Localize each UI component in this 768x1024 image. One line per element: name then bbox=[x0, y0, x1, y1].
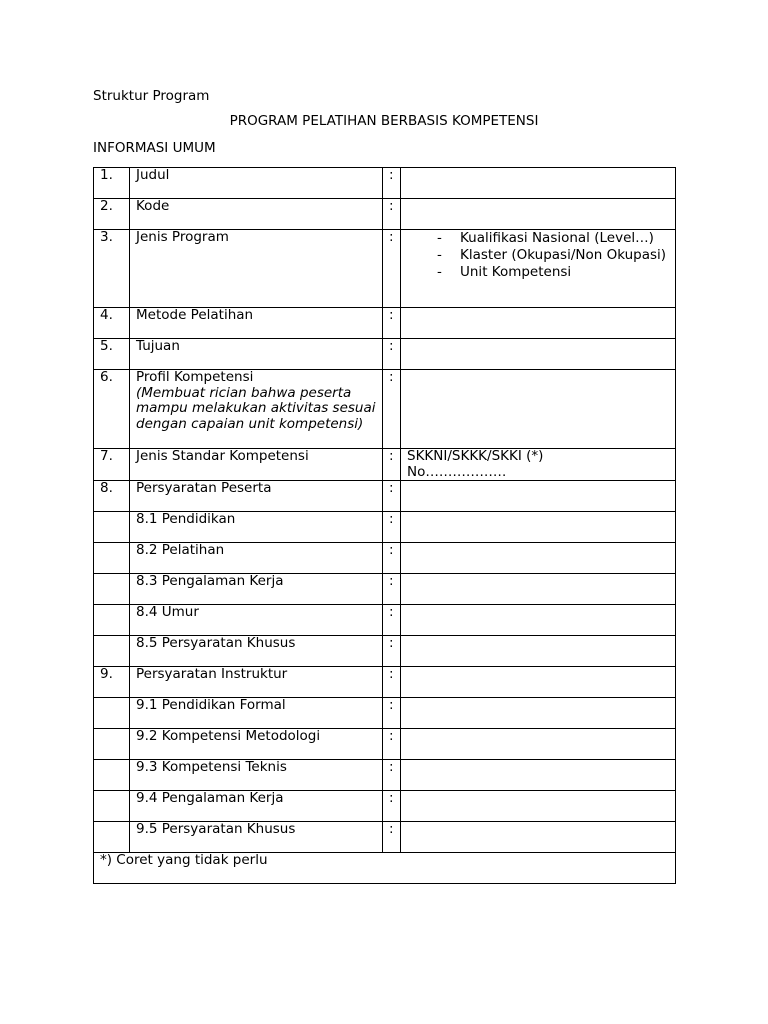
colon-separator: : bbox=[383, 822, 401, 853]
field-label-jenis-program: Jenis Program bbox=[130, 230, 383, 308]
row-number bbox=[94, 822, 130, 853]
colon-separator: : bbox=[383, 543, 401, 574]
profil-note: (Membuat rician bahwa peserta mampu melakukan aktivitas sesuai dengan capaian unit kompetensi) bbox=[136, 384, 376, 432]
field-value-umur[interactable] bbox=[401, 605, 676, 636]
field-label-kompetensi-metodologi: 9.2 Kompetensi Metodologi bbox=[130, 729, 383, 760]
colon-separator: : bbox=[383, 370, 401, 449]
document-title: PROGRAM PELATIHAN BERBASIS KOMPETENSI bbox=[229, 113, 539, 129]
field-label-pendidikan: 8.1 Pendidikan bbox=[130, 512, 383, 543]
colon-separator: : bbox=[383, 636, 401, 667]
field-value-tujuan[interactable] bbox=[401, 339, 676, 370]
table-row-jenis-program bbox=[94, 230, 676, 308]
table-row-judul bbox=[94, 168, 676, 199]
field-label-persyaratan-peserta: Persyaratan Peserta bbox=[130, 481, 383, 512]
row-number bbox=[94, 698, 130, 729]
standar-type-text: SKKNI/SKKK/SKKI (*) bbox=[407, 448, 544, 464]
option-label: Kualifikasi Nasional (Level…) bbox=[460, 230, 654, 246]
field-label-pengalaman-kerja: 8.3 Pengalaman Kerja bbox=[130, 574, 383, 605]
field-value-pengalaman-kerja[interactable] bbox=[401, 574, 676, 605]
field-label-persyaratan-instruktur: Persyaratan Instruktur bbox=[130, 667, 383, 698]
row-number: 6. bbox=[94, 370, 130, 449]
colon-separator: : bbox=[383, 698, 401, 729]
table-row-kompetensi-teknis bbox=[94, 760, 676, 791]
colon-separator: : bbox=[383, 729, 401, 760]
colon-separator: : bbox=[383, 230, 401, 308]
row-number: 7. bbox=[94, 449, 130, 481]
table-row-tujuan bbox=[94, 339, 676, 370]
dash-bullet: - bbox=[437, 247, 442, 263]
row-number: 5. bbox=[94, 339, 130, 370]
standar-number-text: No……………… bbox=[407, 463, 507, 480]
field-label-tujuan: Tujuan bbox=[130, 339, 383, 370]
field-label-kompetensi-teknis: 9.3 Kompetensi Teknis bbox=[130, 760, 383, 791]
dash-bullet: - bbox=[437, 230, 442, 246]
row-number: 1. bbox=[94, 168, 130, 199]
row-number bbox=[94, 791, 130, 822]
table-row-persyaratan-khusus-instruktur bbox=[94, 822, 676, 853]
row-number bbox=[94, 729, 130, 760]
field-value-jenis-standar[interactable] bbox=[401, 449, 676, 481]
field-value-persyaratan-khusus[interactable] bbox=[401, 636, 676, 667]
field-value-pengalaman-kerja-instruktur[interactable] bbox=[401, 791, 676, 822]
footnote: *) Coret yang tidak perlu bbox=[94, 853, 676, 884]
row-number: 9. bbox=[94, 667, 130, 698]
table-row-persyaratan-peserta bbox=[94, 481, 676, 512]
program-info-table bbox=[93, 167, 676, 884]
table-row-pengalaman-kerja-instruktur bbox=[94, 791, 676, 822]
field-value-pendidikan[interactable] bbox=[401, 512, 676, 543]
option-label: Unit Kompetensi bbox=[460, 264, 572, 280]
row-number: 3. bbox=[94, 230, 130, 308]
option-klaster[interactable] bbox=[427, 247, 669, 264]
table-row-pendidikan-formal bbox=[94, 698, 676, 729]
field-value-jenis-program[interactable] bbox=[401, 230, 676, 308]
field-label-persyaratan-khusus-instruktur: 9.5 Persyaratan Khusus bbox=[130, 822, 383, 853]
row-number: 8. bbox=[94, 481, 130, 512]
field-label-kode: Kode bbox=[130, 199, 383, 230]
field-value-pelatihan[interactable] bbox=[401, 543, 676, 574]
row-number bbox=[94, 636, 130, 667]
field-value-judul[interactable] bbox=[401, 168, 676, 199]
field-value-profil-kompetensi[interactable] bbox=[401, 370, 676, 449]
table-row-pendidikan bbox=[94, 512, 676, 543]
field-value-kode[interactable] bbox=[401, 199, 676, 230]
field-value-persyaratan-peserta[interactable] bbox=[401, 481, 676, 512]
field-label-pengalaman-kerja-instruktur: 9.4 Pengalaman Kerja bbox=[130, 791, 383, 822]
dash-bullet: - bbox=[437, 264, 442, 280]
field-value-persyaratan-khusus-instruktur[interactable] bbox=[401, 822, 676, 853]
program-type-options bbox=[407, 230, 669, 281]
field-label-profil-kompetensi bbox=[130, 370, 383, 449]
colon-separator: : bbox=[383, 574, 401, 605]
field-label-jenis-standar: Jenis Standar Kompetensi bbox=[130, 449, 383, 481]
field-label-umur: 8.4 Umur bbox=[130, 605, 383, 636]
field-value-metode-pelatihan[interactable] bbox=[401, 308, 676, 339]
section-title: INFORMASI UMUM bbox=[93, 140, 216, 156]
field-label-metode-pelatihan: Metode Pelatihan bbox=[130, 308, 383, 339]
row-number bbox=[94, 574, 130, 605]
row-number bbox=[94, 760, 130, 791]
colon-separator: : bbox=[383, 791, 401, 822]
table-row-umur bbox=[94, 605, 676, 636]
table-row-persyaratan-khusus-peserta bbox=[94, 636, 676, 667]
colon-separator: : bbox=[383, 199, 401, 230]
colon-separator: : bbox=[383, 339, 401, 370]
table-row-pengalaman-kerja-peserta bbox=[94, 574, 676, 605]
field-label-persyaratan-khusus: 8.5 Persyaratan Khusus bbox=[130, 636, 383, 667]
field-value-kompetensi-metodologi[interactable] bbox=[401, 729, 676, 760]
colon-separator: : bbox=[383, 760, 401, 791]
table-row-pelatihan bbox=[94, 543, 676, 574]
row-number bbox=[94, 605, 130, 636]
field-label-judul: Judul bbox=[130, 168, 383, 199]
field-label-pendidikan-formal: 9.1 Pendidikan Formal bbox=[130, 698, 383, 729]
field-label-pelatihan: 8.2 Pelatihan bbox=[130, 543, 383, 574]
option-unit-kompetensi[interactable] bbox=[427, 264, 669, 281]
table-row-profil-kompetensi bbox=[94, 370, 676, 449]
colon-separator: : bbox=[383, 667, 401, 698]
colon-separator: : bbox=[383, 512, 401, 543]
colon-separator: : bbox=[383, 168, 401, 199]
row-number: 4. bbox=[94, 308, 130, 339]
field-value-kompetensi-teknis[interactable] bbox=[401, 760, 676, 791]
colon-separator: : bbox=[383, 308, 401, 339]
table-row-metode-pelatihan bbox=[94, 308, 676, 339]
colon-separator: : bbox=[383, 605, 401, 636]
document-pretitle: Struktur Program bbox=[93, 88, 210, 104]
profil-label-text: Profil Kompetensi bbox=[136, 369, 254, 385]
row-number bbox=[94, 512, 130, 543]
table-row-kompetensi-metodologi bbox=[94, 729, 676, 760]
colon-separator: : bbox=[383, 481, 401, 512]
table-row-footnote bbox=[94, 853, 676, 884]
option-kualifikasi[interactable] bbox=[427, 230, 669, 247]
field-value-persyaratan-instruktur[interactable] bbox=[401, 667, 676, 698]
row-number bbox=[94, 543, 130, 574]
table-row-persyaratan-instruktur bbox=[94, 667, 676, 698]
table-row-jenis-standar bbox=[94, 449, 676, 481]
row-number: 2. bbox=[94, 199, 130, 230]
table-row-kode bbox=[94, 199, 676, 230]
option-label: Klaster (Okupasi/Non Okupasi) bbox=[460, 247, 667, 263]
field-value-pendidikan-formal[interactable] bbox=[401, 698, 676, 729]
colon-separator: : bbox=[383, 449, 401, 481]
